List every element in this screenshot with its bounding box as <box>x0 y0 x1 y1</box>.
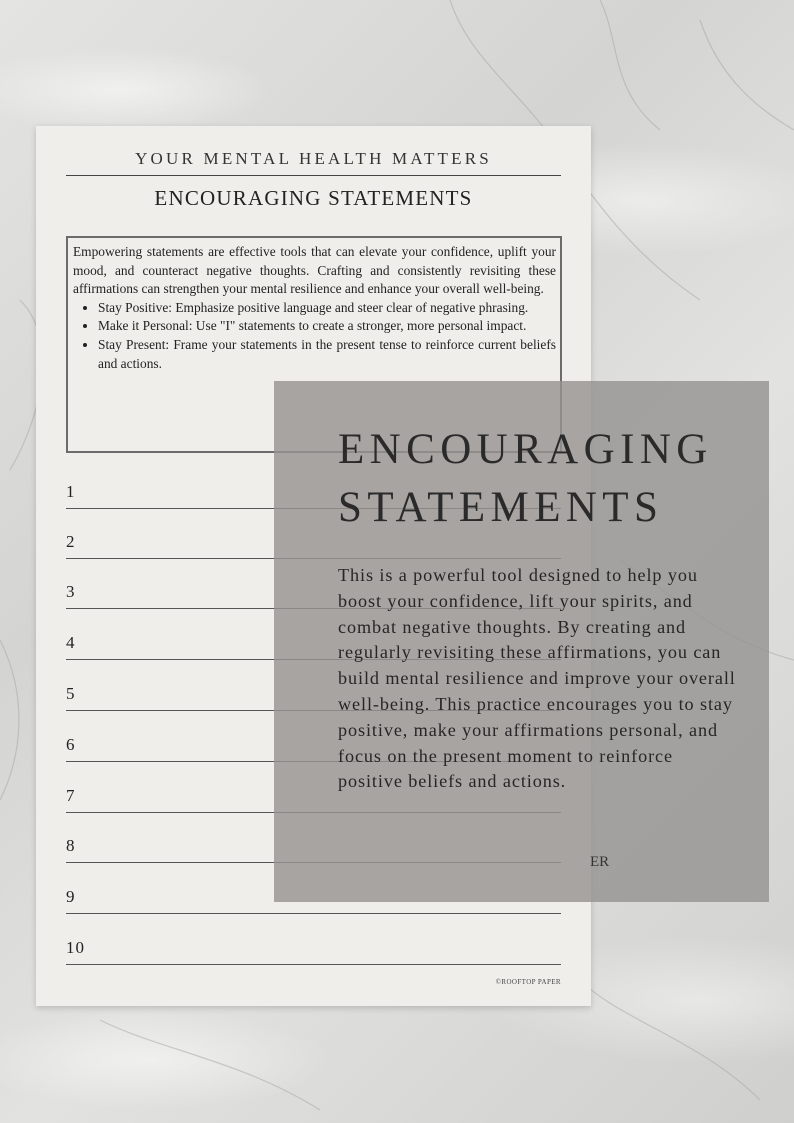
worksheet-title: ENCOURAGING STATEMENTS <box>154 186 473 210</box>
overlay-text-fragment: ER <box>590 854 610 870</box>
tip-item: • Stay Present: Frame your statements in the present tense to reinforce current beliefs and actions. <box>98 336 556 373</box>
overlay-description: This is a powerful tool designed to help you boost your confidence, lift your spirits, and combat negative thoughts. By creating and regularly revisiting these affirmations, you can build mental resilience and improve your overall well-being. This practice encourages you to stay positive, make your affirmations personal, and focus on the present moment to reinforce positive beliefs and actions. <box>338 565 736 792</box>
header-rule <box>66 175 561 176</box>
copyright-text: ©ROOFTOP PAPER <box>495 978 561 986</box>
line-number: 2 <box>66 532 76 551</box>
line-number: 1 <box>66 482 76 501</box>
line-number: 9 <box>66 887 76 906</box>
intro-paragraph: Empowering statements are effective tools that can elevate your confidence, uplift your mood, and counteract negative thoughts. Crafting and consistently revisiting these affirmations can strengthen your mental resilience and enhance your overall well-being. <box>73 244 556 297</box>
line-number: 7 <box>66 786 76 805</box>
description-overlay <box>274 381 769 902</box>
line-number: 4 <box>66 633 76 652</box>
overlay-title: ENCOURAGING STATEMENTS <box>338 426 713 531</box>
writing-line[interactable] <box>66 913 561 965</box>
tip-item: • Stay Positive: Emphasize positive language and steer clear of negative phrasing. <box>98 299 556 318</box>
line-number: 8 <box>66 836 76 855</box>
line-number: 3 <box>66 582 76 601</box>
line-number: 6 <box>66 735 76 754</box>
worksheet-header: YOUR MENTAL HEALTH MATTERS <box>135 149 492 168</box>
tip-item: • Make it Personal: Use "I" statements to create a stronger, more personal impact. <box>98 317 556 336</box>
tips-list <box>73 299 556 373</box>
line-number: 10 <box>66 938 85 957</box>
line-number: 5 <box>66 684 76 703</box>
